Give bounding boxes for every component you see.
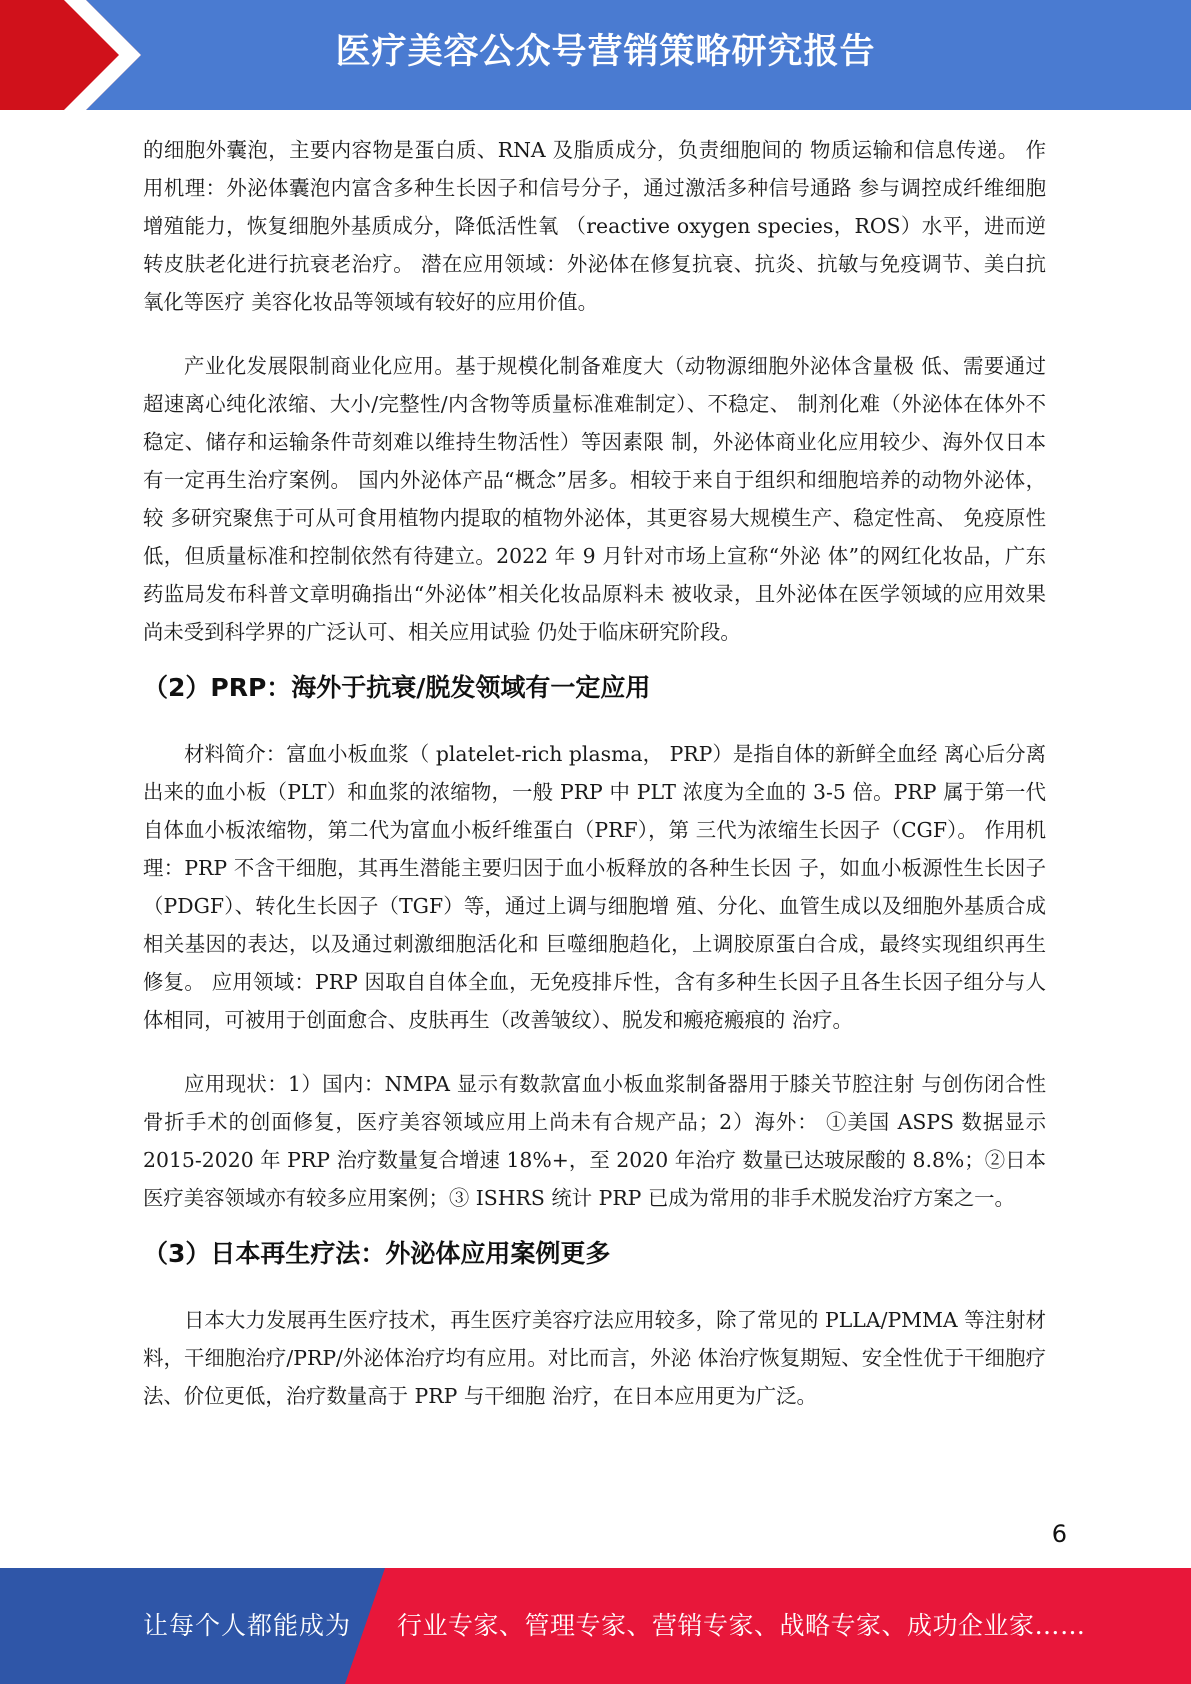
page-number: 6 (1051, 1520, 1067, 1548)
report-title: 医疗美容公众号营销策略研究报告 (335, 32, 876, 72)
header-banner (0, 0, 1191, 110)
footer-slogan-left: 让每个人都能成为 (143, 1611, 352, 1640)
paragraph-japan-regen: 日本大力发展再生医疗技术，再生医疗美容疗法应用较多，除了常见的 PLLA/PMMA 等注射材料，干细胞治疗/PRP/外泌体治疗均有应用。对比而言，外泌 体治疗恢复期短、安全性优于干细胞疗法、价位更低，治疗数量高于 PRP 与干细胞 治疗，在日本应用更为广泛。 (143, 1308, 1046, 1408)
paragraph-exosome-intro: 的细胞外囊泡，主要内容物是蛋白质、RNA 及脂质成分，负责细胞间的 物质运输和信息传递。 作用机理：外泌体囊泡内富含多种生长因子和信号分子，通过激活多种信号通路 参与调控成纤维细胞增殖能力，恢复细胞外基质成分，降低活性氧 （reactive oxygen species，ROS）水平，进而逆转皮肤老化进行抗衰老治疗。 潜在应用领域：外泌体在修复抗衰、抗炎、抗敏与免疫调节、美白抗氧化等医疗 美容化妆品等领域有较好的应用价值。 (143, 138, 1046, 314)
paragraph-industrialization: 产业化发展限制商业化应用。基于规模化制备难度大（动物源细胞外泌体含量极 低、需要通过超速离心纯化浓缩、大小/完整性/内含物等质量标准难制定）、不稳定、 制剂化难（外泌体在体外不稳定、储存和运输条件苛刻难以维持生物活性）等因素限 制，外泌体商业化应用较少、海外仅日本有一定再生治疗案例。 国内外泌体产品“概念”居多。相较于来自于组织和细胞培养的动物外泌体，较 多研究聚焦于可从可食用植物内提取的植物外泌体，其更容易大规模生产、稳定性高、 免疫原性低，但质量标准和控制依然有待建立。2022 年 9 月针对市场上宣称“外泌 体”的网红化妆品，广东药监局发布科普文章明确指出“外泌体”相关化妆品原料未 被收录，且外泌体在医学领域的应用效果尚未受到科学界的广泛认可、相关应用试验 仍处于临床研究阶段。 (143, 354, 1046, 644)
paragraph-prp-status: 应用现状：1）国内：NMPA 显示有数款富血小板血浆制备器用于膝关节腔注射 与创伤闭合性骨折手术的创面修复，医疗美容领域应用上尚未有合规产品；2）海外： ①美国 ASPS 数据显示 2015-2020 年 PRP 治疗数量复合增速 18%+，至 2020 年治疗 数量已达玻尿酸的 8.8%；②日本医疗美容领域亦有较多应用案例；③ ISHRS 统计 PRP 已成为常用的非手术脱发治疗方案之一。 (143, 1072, 1046, 1210)
paragraph-prp-intro: 材料简介：富血小板血浆（ platelet-rich plasma， PRP）是指自体的新鲜全血经 离心后分离出来的血小板（PLT）和血浆的浓缩物，一般 PRP 中 PLT 浓度为全血的 3-5 倍。PRP 属于第一代自体血小板浓缩物，第二代为富血小板纤维蛋白（PRF），第 三代为浓缩生长因子（CGF）。 作用机理：PRP 不含干细胞，其再生潜能主要归因于血小板释放的各种生长因 子，如血小板源性生长因子（PDGF）、转化生长因子（TGF）等，通过上调与细胞增 殖、分化、血管生成以及细胞外基质合成相关基因的表达，以及通过刺激细胞活化和 巨噬细胞趋化，上调胶原蛋白合成，最终实现组织再生修复。 应用领域：PRP 因取自自体全血，无免疫排斥性，含有多种生长因子且各生长因子组分与人体相同，可被用于创面愈合、皮肤再生（改善皱纹）、脱发和瘢疮瘢痕的 治疗。 (143, 742, 1046, 1032)
footer-slogan-right: 行业专家、管理专家、营销专家、战略专家、成功企业家…… (397, 1611, 1086, 1640)
section-heading-prp: （2）PRP：海外于抗衰/脱发领域有一定应用 (143, 673, 651, 702)
footer-banner (0, 1568, 1191, 1684)
main-content (143, 131, 1046, 1415)
section-heading-japan: （3）日本再生疗法：外泌体应用案例更多 (143, 1239, 611, 1268)
